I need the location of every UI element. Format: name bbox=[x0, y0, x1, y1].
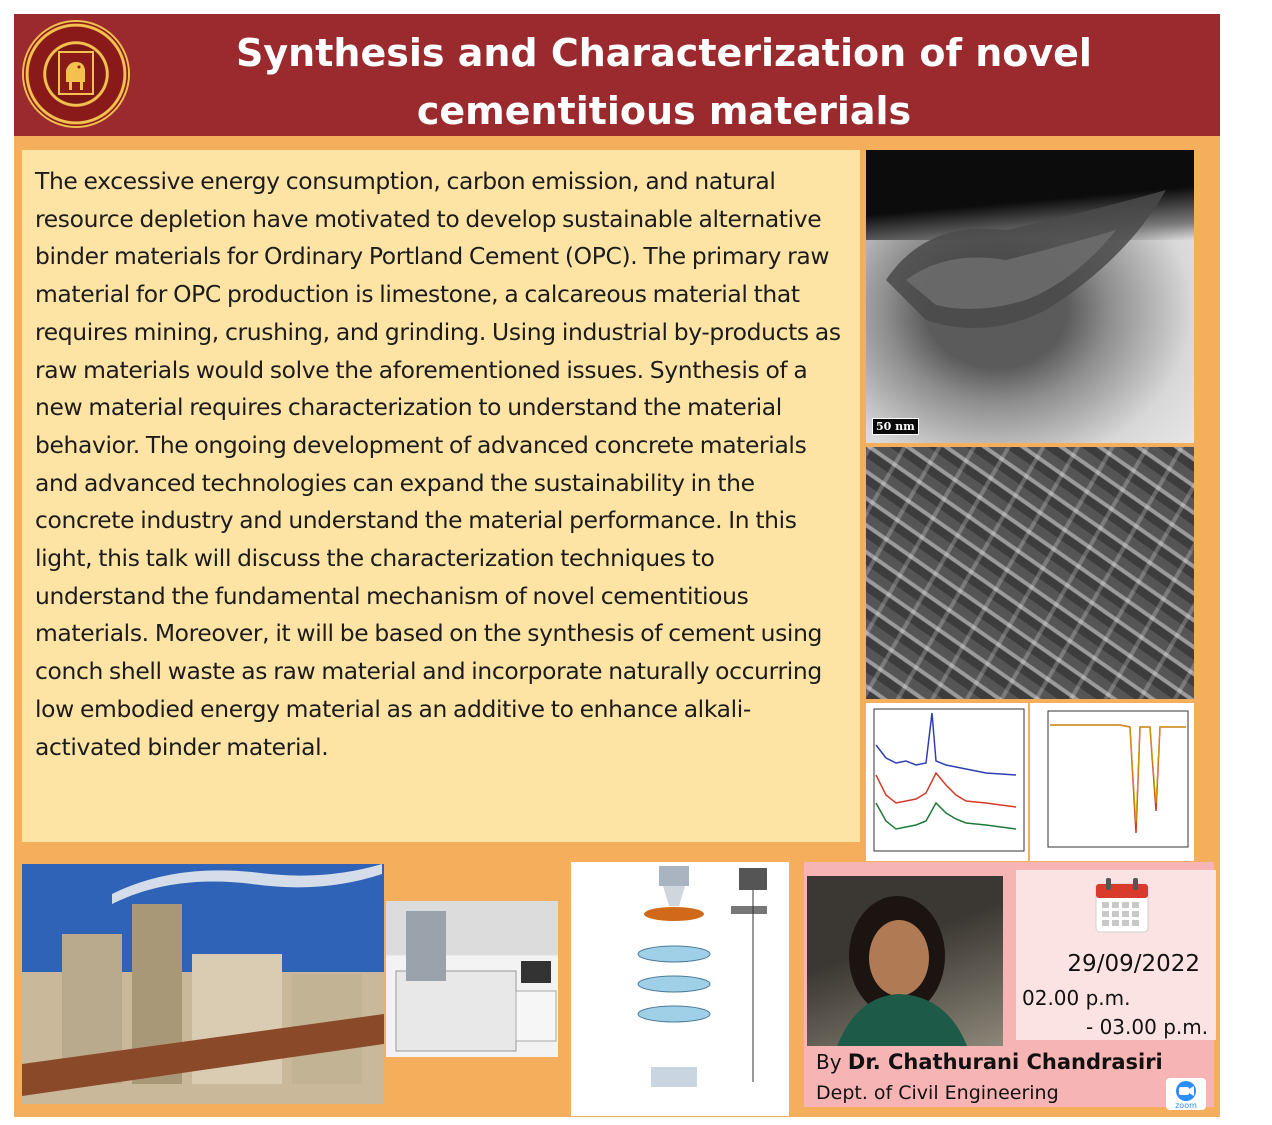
xrd-schematic-image bbox=[571, 862, 789, 1116]
header-banner bbox=[14, 14, 1220, 136]
by-prefix: By bbox=[816, 1050, 848, 1074]
event-end-time: - 03.00 p.m. bbox=[1086, 1015, 1209, 1039]
event-date: 29/09/2022 bbox=[1067, 951, 1200, 977]
calendar-icon bbox=[1094, 876, 1150, 934]
title-line-1: Synthesis and Characterization of novel bbox=[236, 31, 1092, 75]
speaker-photo bbox=[807, 876, 1003, 1046]
lab-instrument-image bbox=[386, 901, 558, 1057]
sem-micrograph-image bbox=[866, 447, 1194, 699]
poster-title bbox=[164, 24, 1164, 140]
speaker-department: Dept. of Civil Engineering bbox=[816, 1082, 1059, 1104]
abstract-text: The excessive energy consumption, carbon emission, and natural resource depletion have motivated to develop sustainable alternative binder materials for Ordinary Portland Cement (OPC). The primary raw material for OPC production is limestone, a calcareous material that requires mining, crushing, and grinding. Using industrial by-products as raw materials would solve the aforementioned issues. Synthesis of a new material requires characterization to understand the material behavior. The ongoing development of advanced concrete materials and advanced technologies can expand the sustainability in the concrete industry and understand the material performance. In this light, this talk will discuss the characterization techniques to understand the fundamental mechanism of novel cementitious materials. Moreover, it will be based on the synthesis of cement using conch shell waste as raw material and incorporate naturally occurring low embodied energy material as an additive to enhance alkali-activated binder material. bbox=[22, 150, 860, 842]
xrd-plot-image bbox=[866, 703, 1028, 861]
speaker-line bbox=[816, 1050, 1163, 1074]
thermal-analysis-plot-image bbox=[1030, 703, 1194, 861]
event-start-time: 02.00 p.m. bbox=[1022, 986, 1131, 1010]
scale-bar-label: 50 nm bbox=[872, 418, 919, 435]
cement-plant-image bbox=[22, 864, 384, 1104]
speaker-name: Dr. Chathurani Chandrasiri bbox=[847, 1050, 1163, 1074]
university-seal-icon bbox=[24, 22, 128, 126]
zoom-label: zoom bbox=[1175, 1101, 1197, 1110]
tem-micrograph-image bbox=[866, 150, 1194, 443]
zoom-icon bbox=[1166, 1078, 1206, 1110]
title-line-2: cementitious materials bbox=[416, 89, 912, 133]
